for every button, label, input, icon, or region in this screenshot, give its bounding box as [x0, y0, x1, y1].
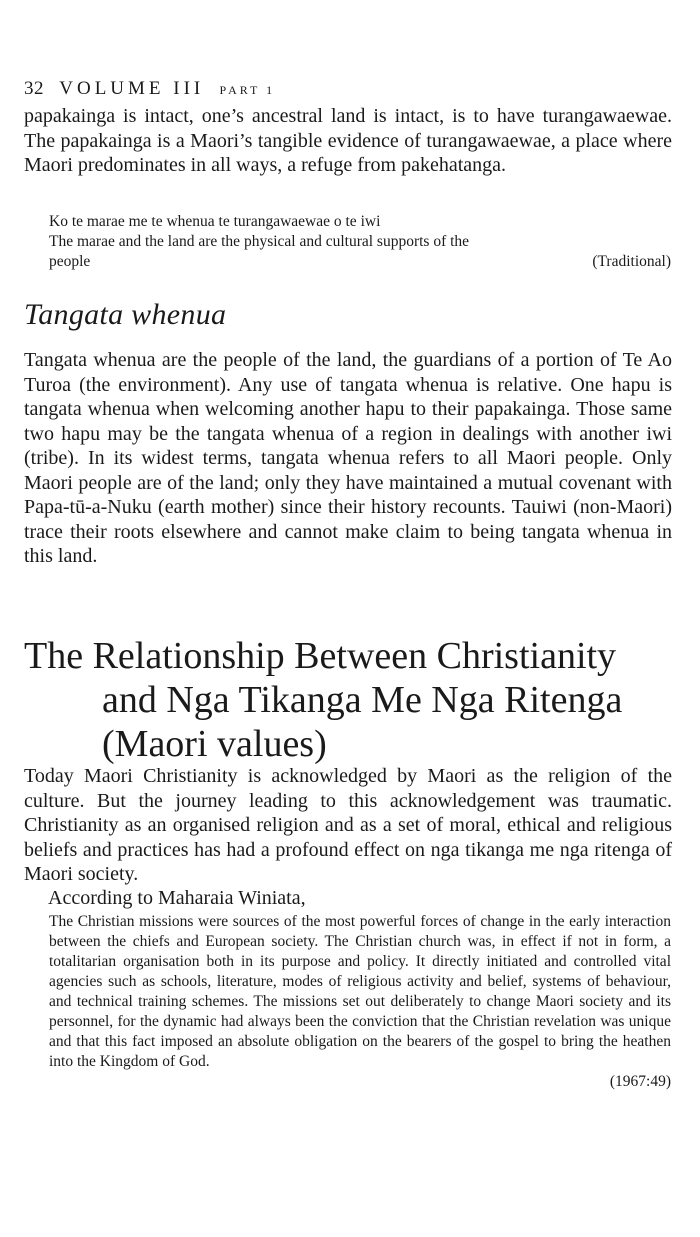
saying-maori: Ko te marae me te whenua te turangawaewae o te iwi [49, 213, 381, 230]
heading-line-3: (Maori values) [102, 723, 327, 765]
tangata-whenua-paragraph: Tangata whenua are the people of the land, the guardians of a portion of Te Ao Turoa (the environment). Any use of tangata whenua is relative. One hapu is tangata whenua when welcoming another hapu to their papakainga. Those same two hapu may be the tangata whenua of a region in dealings with another iwi (tribe). In its widest terms, tangata whenua refers to all Maori people. Only Maori people are of the land; only they have maintained a mutual covenant with Papa-tū-a-Nuku (earth mother) since their history recounts. Tauiwi (non-Maori) trace their roots elsewhere and cannot make claim to being tangata whenua in this land. [24, 349, 672, 567]
section-heading-tangata-whenua: Tangata whenua [24, 298, 227, 331]
running-header [24, 78, 275, 100]
part-label: PART 1 [219, 83, 276, 97]
saying-source: (Traditional) [592, 253, 671, 270]
winiata-quote-text: The Christian missions were sources of the most powerful forces of change in the early interaction between the chiefs and European society. The Christian church was, in effect if not in form, a totalitarian organisation both in its purpose and policy. It directly initiated and controlled vital agencies such as schools, literature, modes of religious activity and belief, systems of behaviour, and technical training schemes. The missions set out deliberately to change Maori society and its personnel, for the dynamic had always been the conviction that the Christian revelation was unique and that this fact imposed an absolute obligation on the bearers of the gospel to bring the heathen into the Kingdom of God. [49, 913, 671, 1070]
intro-paragraph: papakainga is intact, one’s ancestral land is intact, is to have turangawaewae. The papakainga is a Maori’s tangible evidence of turangawaewae, a place where Maori predominates in all ways, a refuge from pakehatanga. [24, 105, 672, 176]
winiata-quote [49, 912, 671, 1092]
page-number: 32 [24, 78, 44, 99]
heading-line-1: The Relationship Between Christianity [24, 635, 617, 677]
relationship-paragraph: Today Maori Christianity is acknowledged by Maori as the religion of the culture. But the journey leading to this acknowledgement was traumatic. Christianity as an organised religion and as a set of moral, ethical and religious beliefs and practices has had a profound effect on nga tikanga me nga ritenga of Maori society. [24, 765, 672, 885]
saying-english-line2: people [49, 253, 91, 270]
heading-line-2: and Nga Tikanga Me Nga Ritenga [102, 679, 623, 721]
saying-english-line1: The marae and the land are the physical and cultural supports of the [49, 233, 470, 250]
quote-lead-in: According to Maharaia Winiata, [48, 887, 306, 909]
section-heading-relationship [24, 634, 684, 766]
traditional-saying [49, 212, 671, 272]
saying-english-row [49, 252, 671, 272]
winiata-quote-citation: (1967:49) [609, 1073, 671, 1090]
volume-label: VOLUME III [59, 78, 205, 99]
